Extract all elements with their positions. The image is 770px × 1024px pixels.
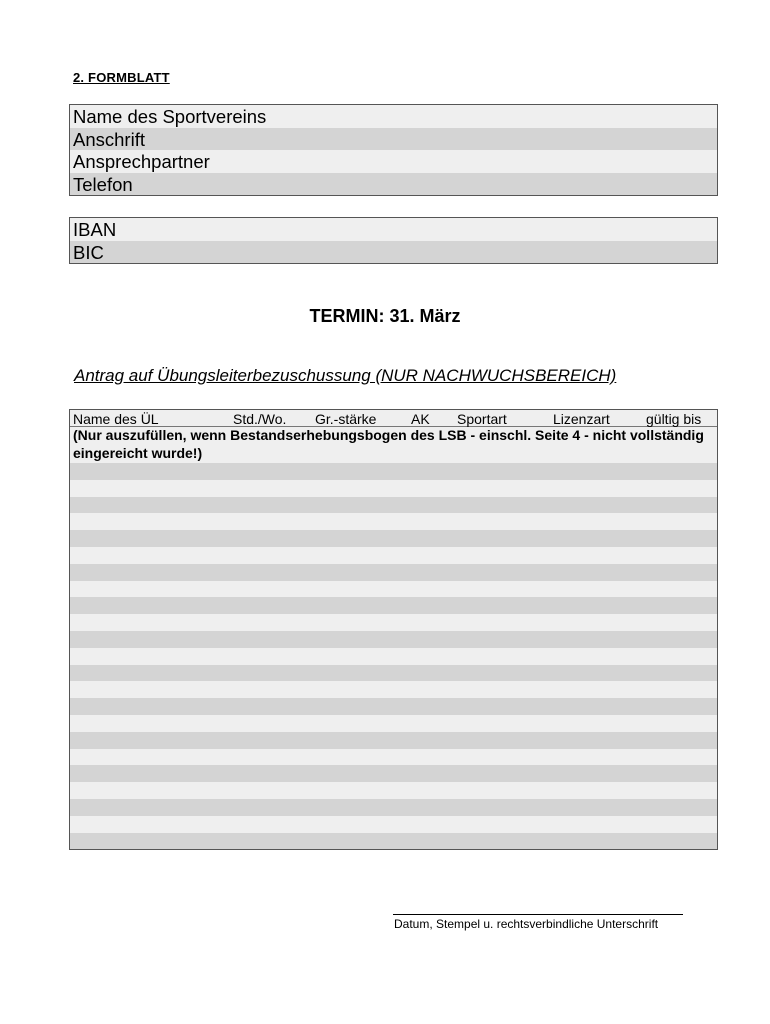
table-row[interactable] bbox=[70, 614, 717, 631]
deadline-title: TERMIN: 31. März bbox=[309, 306, 461, 326]
table-row[interactable] bbox=[70, 648, 717, 665]
club-info-box bbox=[69, 104, 718, 196]
club-name-field[interactable]: Name des Sportvereins bbox=[70, 105, 717, 128]
application-subtitle: Antrag auf Übungsleiterbezuschussung (NUR NACHWUCHSBEREICH) bbox=[74, 366, 617, 385]
table-row[interactable] bbox=[70, 497, 717, 514]
table-note: (Nur auszufüllen, wenn Bestandserhebungsbogen des LSB - einschl. Seite 4 - nicht vollständig eingereicht wurde!) bbox=[70, 427, 717, 463]
table-row[interactable] bbox=[70, 816, 717, 833]
trainer-table bbox=[69, 409, 718, 850]
table-row[interactable] bbox=[70, 782, 717, 799]
column-header-group-size: Gr.-stärke bbox=[315, 411, 377, 427]
signature-label: Datum, Stempel u. rechtsverbindliche Unterschrift bbox=[394, 917, 659, 931]
column-header-age-class: AK bbox=[411, 411, 430, 427]
contact-person-field[interactable]: Ansprechpartner bbox=[70, 150, 717, 173]
table-row[interactable] bbox=[70, 547, 717, 564]
table-row[interactable] bbox=[70, 513, 717, 530]
table-row[interactable] bbox=[70, 564, 717, 581]
table-row[interactable] bbox=[70, 765, 717, 782]
column-header-license: Lizenzart bbox=[553, 411, 610, 427]
table-header-row bbox=[70, 410, 717, 427]
table-row[interactable] bbox=[70, 749, 717, 766]
form-heading: 2. FORMBLATT bbox=[73, 70, 170, 85]
table-row[interactable] bbox=[70, 480, 717, 497]
column-header-valid-until: gültig bis bbox=[646, 411, 702, 427]
bic-field[interactable]: BIC bbox=[70, 241, 717, 264]
table-row[interactable] bbox=[70, 665, 717, 682]
table-row[interactable] bbox=[70, 597, 717, 614]
column-header-hours: Std./Wo. bbox=[233, 411, 287, 427]
table-row[interactable] bbox=[70, 681, 717, 698]
signature-line bbox=[393, 914, 683, 915]
table-row[interactable] bbox=[70, 698, 717, 715]
table-row[interactable] bbox=[70, 799, 717, 816]
table-row[interactable] bbox=[70, 581, 717, 598]
table-row[interactable] bbox=[70, 631, 717, 648]
table-row[interactable] bbox=[70, 833, 717, 850]
column-header-name: Name des ÜL bbox=[73, 411, 159, 427]
iban-field[interactable]: IBAN bbox=[70, 218, 717, 241]
table-row[interactable] bbox=[70, 530, 717, 547]
address-field[interactable]: Anschrift bbox=[70, 128, 717, 151]
table-entry-rows bbox=[70, 463, 717, 849]
table-row[interactable] bbox=[70, 715, 717, 732]
column-header-sport: Sportart bbox=[457, 411, 507, 427]
table-row[interactable] bbox=[70, 732, 717, 749]
phone-field[interactable]: Telefon bbox=[70, 173, 717, 196]
table-row[interactable] bbox=[70, 463, 717, 480]
bank-info-box bbox=[69, 217, 718, 264]
